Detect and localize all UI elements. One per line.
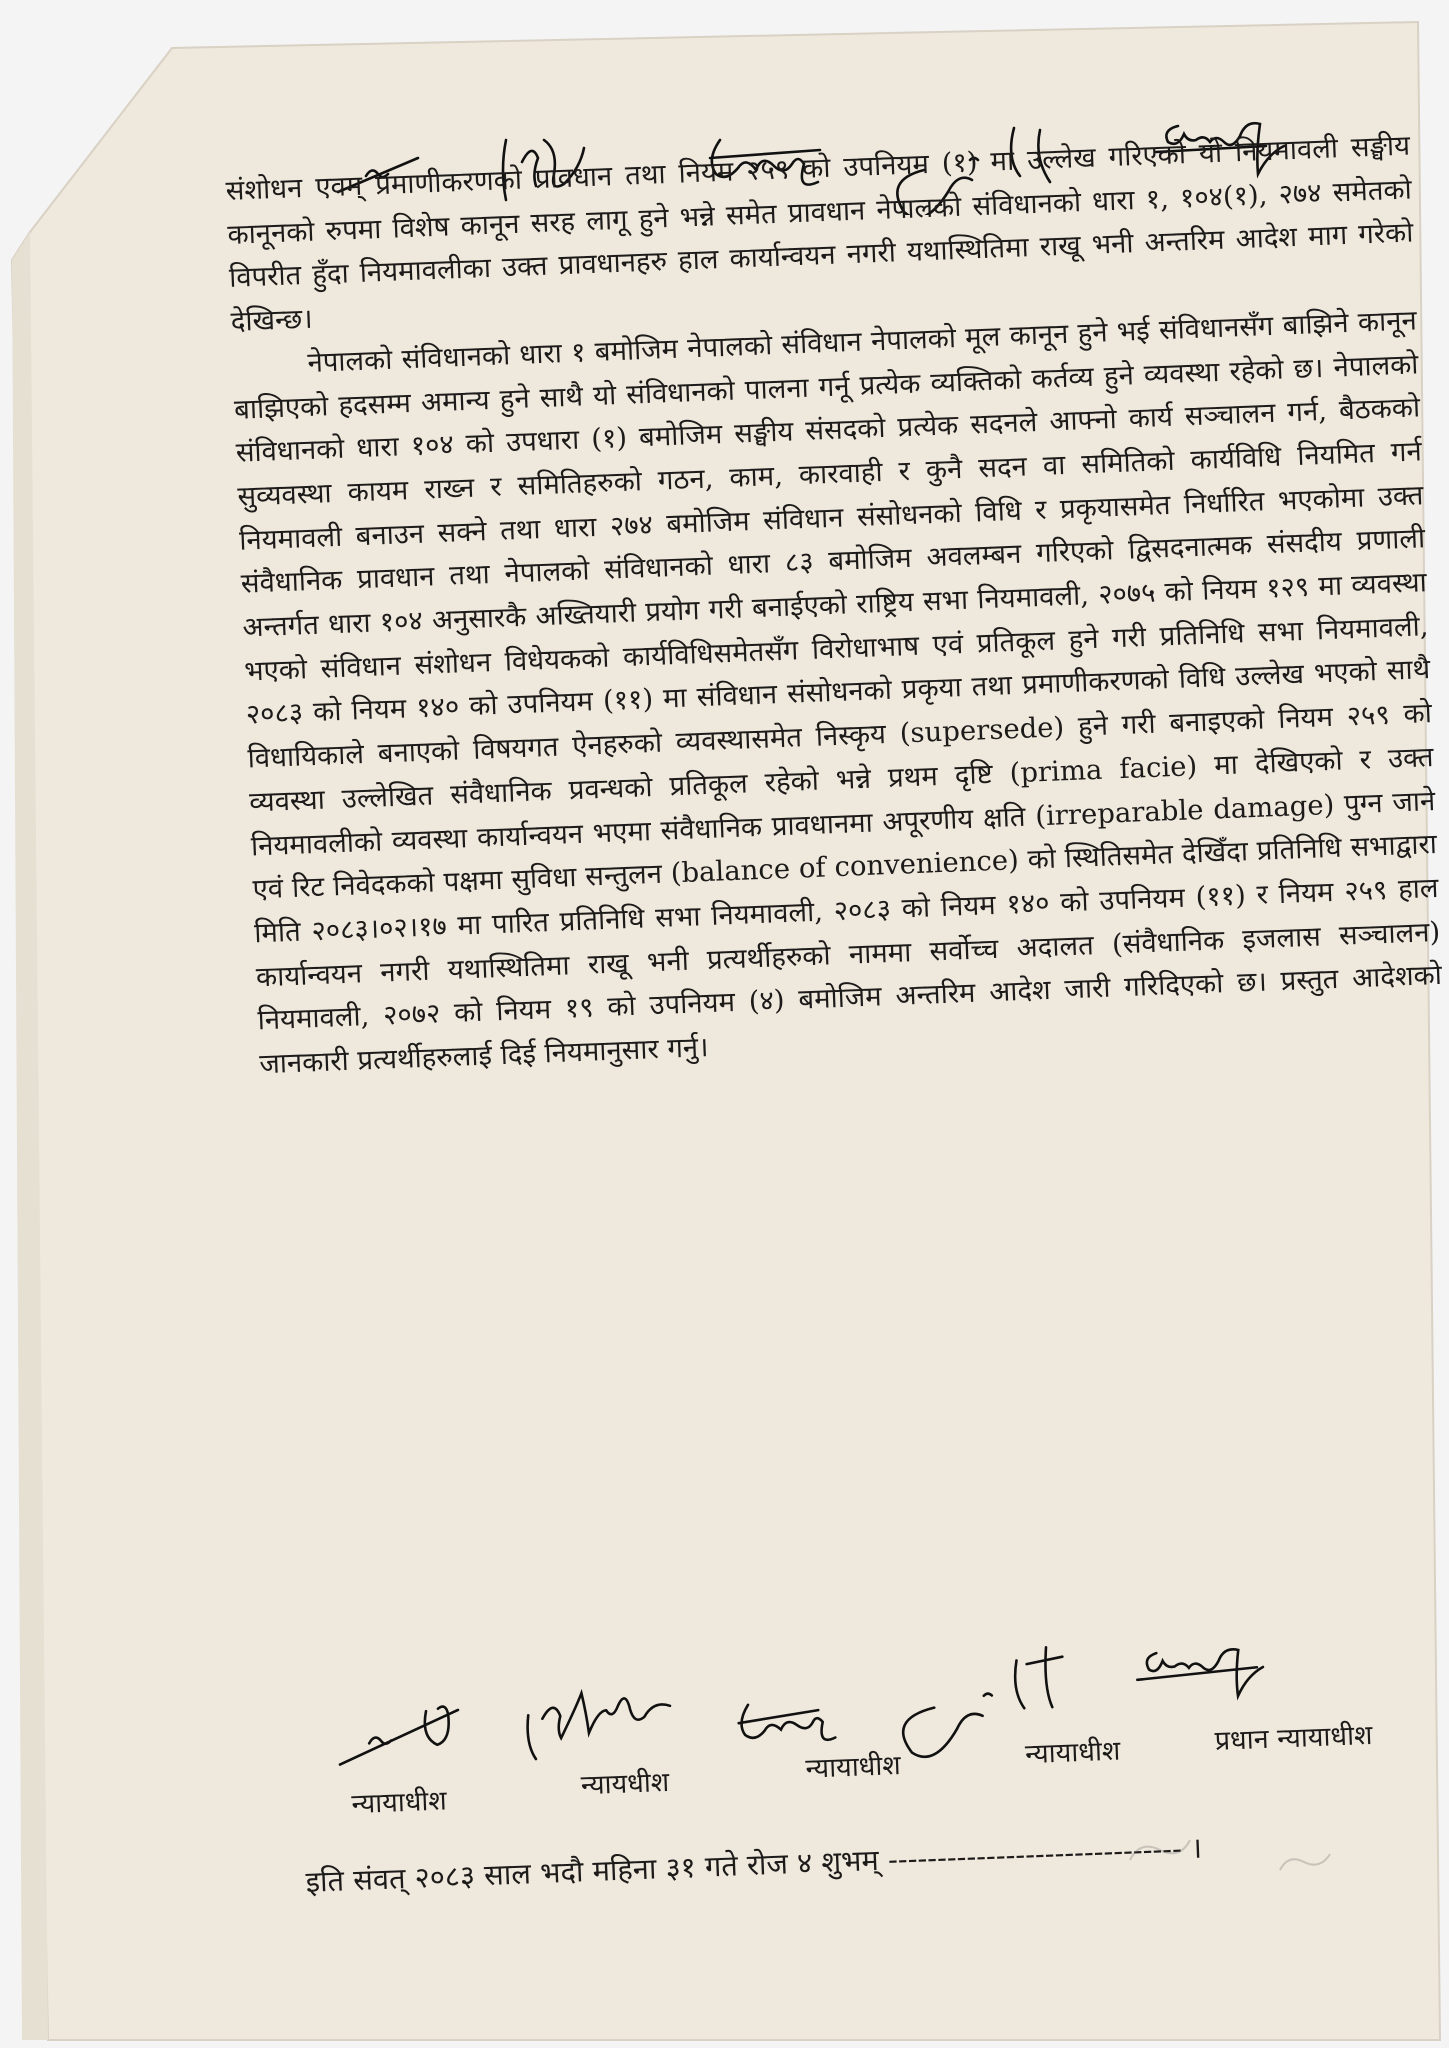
signature-label-justice-3: न्यायाधीश — [804, 1750, 902, 1785]
signature-label-justice-2: न्यायधीश — [580, 1766, 670, 1802]
signature-label-justice-4: न्यायाधीश — [1024, 1735, 1121, 1771]
signature-1 — [338, 1706, 460, 1765]
signature-2 — [526, 1690, 671, 1759]
date-text: इति संवत् २०८३ साल भदौ महिना ३१ गते रोज ४ शुभम् — [305, 1842, 880, 1899]
paragraph-2: नेपालको संविधानको धारा १ बमोजिम नेपालको संविधान नेपालको मूल कानून हुने भई संविधानसँग बाझिने कानून बाझिएको हदसम्म अमान्य हुने साथै यो संविधानको पालना गर्नू प्रत्येक व्यक्तिको कर्तव्य हुने व्यवस्था रहेको छ। नेपालको संविधानको धारा १०४ को उपधारा (१) बमोजिम सङ्घीय संसदको प्रत्येक सदनले आफ्नो कार्य सञ्चालन गर्न, बैठकको सुव्यवस्था कायम राख्न र समितिहरुको गठन, काम, कारवाही र कुनै सदन वा समितिको कार्यविधि नियमित गर्न नियमावली बनाउन सक्ने तथा धारा २७४ बमोजिम संविधान संसोधनको विधि र प्रकृयासमेत निर्धारित भएकोमा उक्त संवैधानिक प्रावधान तथा नेपालको संविधानको धारा ८३ बमोजिम अवलम्बन गरिएको द्विसदनात्मक संसदीय प्रणाली अन्तर्गत धारा १०४ अनुसारकै अख्तियारी प्रयोग गरी बनाईएको राष्ट्रिय सभा नियमावली, २०७५ को नियम १२९ मा व्यवस्था भएको संविधान संशोधन विधेयकको कार्यविधिसमेतसँग विरोधाभाष एवं प्रतिकूल हुने गरी प्रतिनिधि सभा नियमावली, २०८३ को नियम १४० को उपनियम (११) मा संविधान संसोधनको प्रकृया तथा प्रमाणीकरणको विधि उल्लेख भएको साथै विधायिकाले बनाएको विषयगत ऐनहरुको व्यवस्थासमेत निस्कृय (supersede) हुने गरी बनाइएको नियम २५९ को व्यवस्था उल्लेखित संवैधानिक प्रवन्धको प्रतिकूल रहेको भन्ने प्रथम दृष्टि (prima facie) मा देखिएको र उक्त नियमावलीको व्यवस्था कार्यान्वयन भएमा संवैधानिक प्रावधानमा अपूरणीय क्षति (irreparable damage) पुग्न जाने एवं रिट निवेदकको पक्षमा सुविधा सन्तुलन (balance of convenience) को स्थितिसमेत देखिँदा प्रतिनिधि सभाद्वारा मिति २०८३।०२।१७ मा पारित प्रतिनिधि सभा नियमावली, २०८३ को नियम १४० को उपनियम (११) र नियम २५९ हाल कार्यान्वयन नगरी यथास्थितिमा राखू भनी प्रत्यर्थीहरुको नाममा सर्वोच्च अदालत (संवैधानिक इजलास सञ्चालन) नियमावली, २०७२ को नियम १९ को उपनियम (४) बमोजिम अन्तरिम आदेश जारी गरिदिएको छ। प्रस्तुत आदेशको जानकारी प्रत्यर्थीहरुलाई दिई नियमानुसार गर्नु। — [233, 304, 1443, 1081]
signature-label-justice-1: न्यायाधीश — [350, 1785, 448, 1821]
signature-3 — [738, 1702, 835, 1744]
paragraph-1: संशोधन एवम् प्रमाणीकरणको प्रावधान तथा नियम २५९ को उपनियम (१) मा उल्लेख गरिएको यो नियमावली सङ्घीय कानूनको रुपमा विशेष कानून सरह लागू हुने भन्ने समेत प्रावधान नेपालको संविधानको धारा १, १०४(१), २७४ समेतको विपरीत हुँदा नियमावलीका उक्त प्रावधानहरु हाल कार्यान्वयन नगरी यथास्थितिमा राखू भनी अन्तरिम आदेश माग गरेको देखिन्छ। — [225, 129, 1414, 338]
date-dashes: ------------------------------ — [887, 1831, 1183, 1877]
signature-label-chief-justice: प्रधान न्यायाधीश — [1214, 1719, 1373, 1757]
order-body — [225, 125, 1444, 1088]
date-end-mark: । — [1190, 1830, 1203, 1865]
bleed-through-marks — [1100, 1600, 1400, 1900]
